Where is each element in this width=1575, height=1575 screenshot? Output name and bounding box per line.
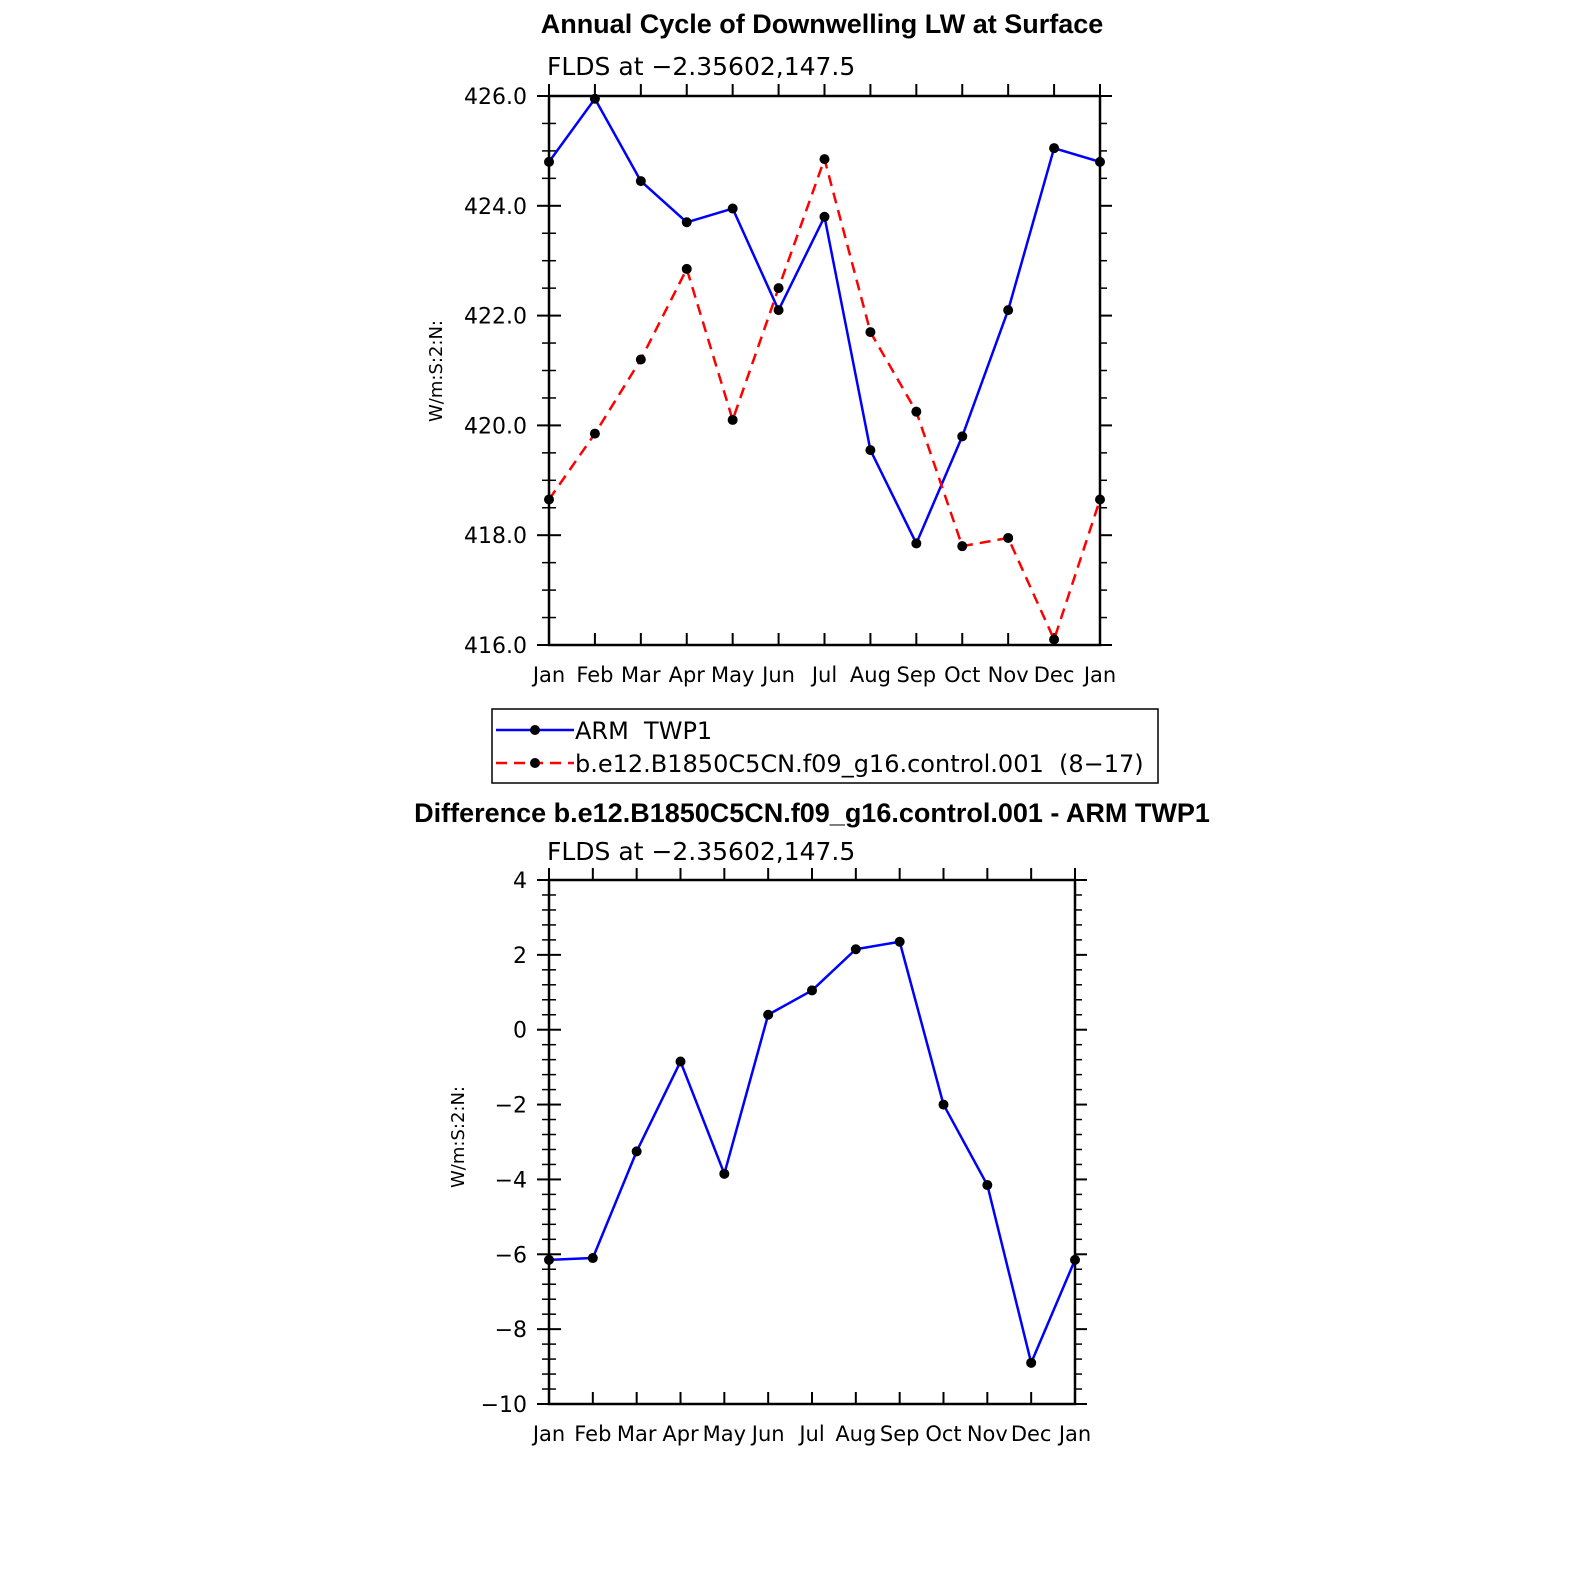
top-series-0-point: [636, 176, 646, 186]
top-series-0-point: [865, 445, 875, 455]
top-x-tick-label: Nov: [987, 663, 1029, 687]
legend-marker-arm: [530, 725, 540, 735]
top-y-tick-label: 424.0: [464, 194, 527, 220]
top-series-1-point: [865, 327, 875, 337]
bottom-x-tick-label: Aug: [835, 1422, 877, 1446]
bottom-series-0-point: [719, 1169, 729, 1179]
legend-label-model: b.e12.B1850C5CN.f09_g16.control.001 (8−17): [575, 750, 1144, 778]
bottom-series-0-point: [939, 1100, 949, 1110]
top-series-1-point: [590, 429, 600, 439]
bottom-y-tick-label: −4: [494, 1168, 527, 1194]
bottom-x-tick-label: Oct: [925, 1422, 962, 1446]
top-x-tick-label: Jun: [762, 663, 795, 687]
top-x-tick-label: Aug: [849, 663, 891, 687]
top-series-0-point: [1095, 157, 1105, 167]
legend: [492, 709, 1158, 783]
top-chart-title: Annual Cycle of Downwelling LW at Surface: [540, 9, 1104, 39]
top-series-0-point: [728, 204, 738, 214]
bottom-x-tick-label: Feb: [574, 1422, 612, 1446]
top-series-1-point: [911, 407, 921, 417]
bottom-x-tick-label: Jan: [532, 1422, 566, 1446]
bottom-series-0-point: [1070, 1255, 1080, 1265]
top-series-1-point: [820, 154, 830, 164]
top-y-tick-label: 420.0: [464, 414, 527, 440]
legend-label-arm: ARM TWP1: [575, 717, 713, 745]
bottom-series-0-point: [632, 1146, 642, 1156]
top-chart-subtitle: FLDS at −2.35602,147.5: [547, 52, 856, 81]
bottom-x-tick-label: Mar: [616, 1422, 657, 1446]
top-chart-ylabel: W/m:S:2:N:: [426, 320, 447, 422]
bottom-chart-ylabel: W/m:S:2:N:: [448, 1086, 469, 1188]
bottom-series-0-point: [807, 985, 817, 995]
bottom-y-tick-label: −2: [494, 1093, 527, 1119]
bottom-y-tick-label: −6: [494, 1243, 527, 1269]
top-series-0-point: [957, 431, 967, 441]
top-series-0-point: [544, 157, 554, 167]
top-series-0-point: [774, 305, 784, 315]
top-x-tick-label: Dec: [1033, 663, 1075, 687]
top-x-tick-label: May: [710, 663, 755, 687]
top-y-tick-label: 426.0: [464, 85, 527, 110]
bottom-x-tick-label: Jul: [799, 1422, 825, 1446]
bottom-series-0-point: [544, 1255, 554, 1265]
top-series-1-point: [636, 355, 646, 365]
bottom-y-tick-label: −10: [480, 1393, 527, 1418]
bottom-chart-title: Difference b.e12.B1850C5CN.f09_g16.control.001 - ARM TWP1: [414, 798, 1210, 828]
top-series-1-point: [1003, 533, 1013, 543]
top-x-tick-label: Jul: [811, 663, 838, 687]
top-series-0-point: [590, 94, 600, 104]
bottom-series-0-point: [1026, 1358, 1036, 1368]
top-series-0-point: [1049, 143, 1059, 153]
bottom-x-tick-label: Apr: [662, 1422, 699, 1446]
bottom-y-tick-label: 0: [513, 1018, 527, 1044]
bottom-x-tick-label: Jun: [751, 1422, 785, 1446]
bottom-x-tick-label: Dec: [1010, 1422, 1052, 1446]
bottom-chart-subtitle: FLDS at −2.35602,147.5: [547, 837, 856, 866]
bottom-series-0-point: [763, 1010, 773, 1020]
bottom-x-tick-label: May: [702, 1422, 747, 1446]
top-series-1-point: [544, 495, 554, 505]
top-series-0-point: [820, 212, 830, 222]
bottom-series-0-point: [851, 944, 861, 954]
top-y-tick-label: 416.0: [464, 634, 527, 659]
top-series-1-point: [774, 283, 784, 293]
bottom-x-tick-label: Jan: [1058, 1422, 1092, 1446]
top-y-tick-label: 418.0: [464, 524, 527, 550]
top-series-1-point: [1095, 495, 1105, 505]
top-series-0-point: [682, 217, 692, 227]
bottom-y-tick-label: −8: [494, 1318, 527, 1344]
bottom-series-0-point: [982, 1180, 992, 1190]
top-y-tick-label: 422.0: [464, 304, 527, 330]
top-x-tick-label: Mar: [621, 663, 661, 687]
top-series-1-point: [728, 415, 738, 425]
top-series-0-point: [1003, 305, 1013, 315]
legend-marker-model: [530, 758, 540, 768]
top-series-1-point: [1049, 635, 1059, 645]
bottom-series-0-point: [895, 937, 905, 947]
top-x-tick-label: Apr: [668, 663, 705, 687]
top-series-1-point: [957, 541, 967, 551]
top-x-tick-label: Jan: [1083, 663, 1117, 687]
top-series-1-point: [682, 264, 692, 274]
bottom-y-tick-label: 4: [513, 869, 527, 894]
bottom-series-0-point: [676, 1057, 686, 1067]
top-series-0-point: [911, 538, 921, 548]
bottom-series-0-point: [588, 1253, 598, 1263]
top-x-tick-label: Feb: [576, 663, 614, 687]
top-x-tick-label: Oct: [944, 663, 981, 687]
top-x-tick-label: Jan: [532, 663, 566, 687]
top-x-tick-label: Sep: [896, 663, 937, 687]
bottom-x-tick-label: Nov: [966, 1422, 1008, 1446]
bottom-y-tick-label: 2: [513, 943, 527, 969]
bottom-x-tick-label: Sep: [879, 1422, 920, 1446]
